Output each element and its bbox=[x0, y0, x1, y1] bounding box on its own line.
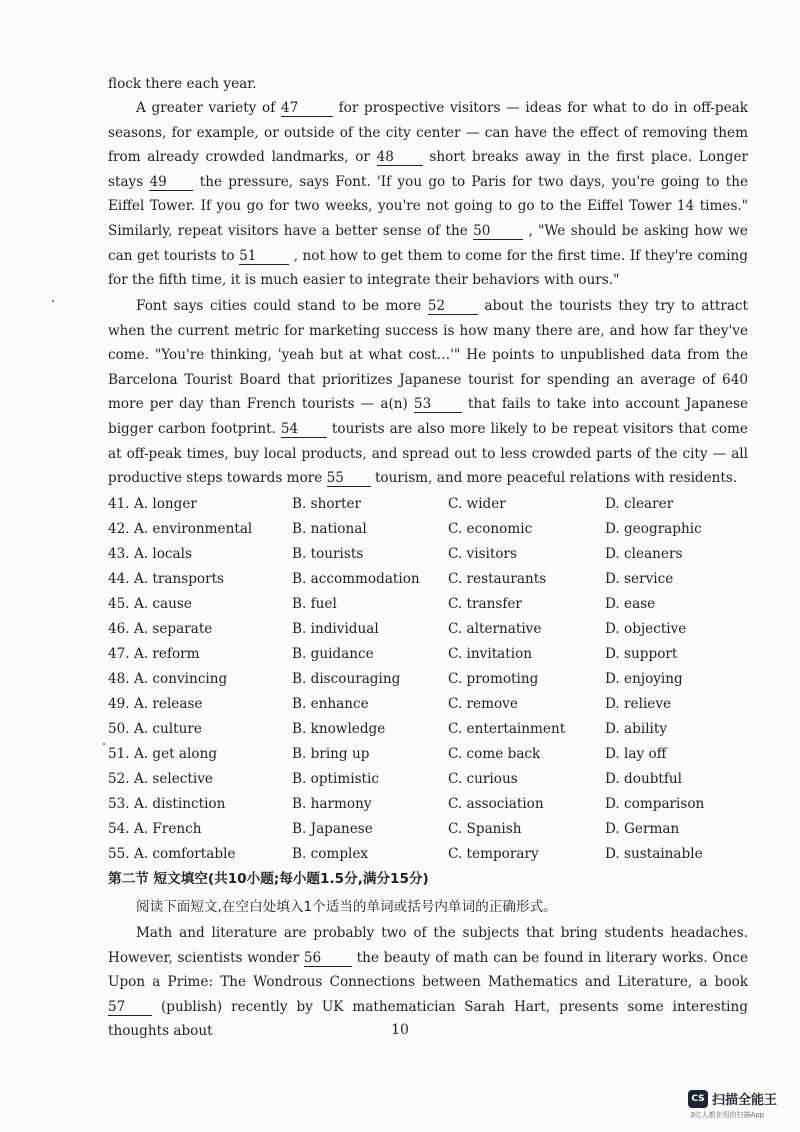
p2-text-2: about the tourists they try to attract when the current metric for marketing success is how many there are, and how far they've come. "You're thinking, 'yeah but at what cost…'" He points to unpublished data from the Barcelona Tourist Board that prioritizes Japanese tourist for spending an average of 640 more per day than French tourists — a(n) bbox=[108, 298, 749, 413]
p1-text-6: , not how to get them to come for the first time. If they're coming for the fifth time, it is much easier to integrate their behaviors with ours." bbox=[108, 247, 748, 289]
p1-text-3: short breaks away in the first place. Longer stays bbox=[108, 149, 748, 190]
option-row-46 bbox=[108, 617, 758, 642]
option-a: 55. A. comfortable bbox=[108, 846, 236, 862]
blank-51: 51 bbox=[239, 248, 289, 265]
blank-52: 52 bbox=[428, 298, 478, 315]
option-b: B. Japanese bbox=[292, 821, 373, 837]
blank-55: 55 bbox=[327, 470, 371, 487]
page-number: 10 bbox=[391, 1022, 409, 1038]
option-b: B. complex bbox=[292, 846, 369, 862]
blank-49: 49 bbox=[149, 174, 193, 191]
option-a: 48. A. convincing bbox=[108, 671, 228, 687]
option-b: B. optimistic bbox=[292, 771, 379, 787]
option-row-53 bbox=[108, 792, 758, 817]
p2-text-3: that fails to take into account Japanese bigger carbon footprint. bbox=[108, 396, 749, 437]
s2-text-2: the beauty of math can be found in literary works. Once Upon a Prime: The Wondrous Connections between Mathematics and Literature, a book bbox=[108, 949, 748, 991]
option-b: B. discouraging bbox=[292, 671, 401, 687]
option-c: C. restaurants bbox=[448, 571, 547, 587]
scanner-watermark bbox=[688, 1089, 777, 1108]
options-list bbox=[108, 492, 758, 867]
option-c: C. entertainment bbox=[448, 721, 566, 737]
option-a: 41. A. longer bbox=[108, 496, 197, 512]
option-b: B. accommodation bbox=[292, 571, 420, 587]
blank-53: 53 bbox=[414, 396, 462, 413]
option-d: D. support bbox=[605, 646, 678, 662]
option-row-54 bbox=[108, 817, 758, 842]
scan-speck bbox=[52, 300, 54, 302]
option-row-48 bbox=[108, 667, 758, 692]
option-row-44 bbox=[108, 567, 758, 592]
option-b: B. individual bbox=[292, 621, 379, 637]
option-a: 44. A. transports bbox=[108, 571, 225, 587]
option-d: D. doubtful bbox=[605, 771, 682, 787]
passage-top-line bbox=[108, 72, 748, 97]
option-b: B. national bbox=[292, 521, 367, 537]
option-b: B. tourists bbox=[292, 546, 364, 562]
option-row-49 bbox=[108, 692, 758, 717]
option-d: D. objective bbox=[605, 621, 687, 637]
blank-50: 50 bbox=[473, 223, 523, 240]
option-d: D. ease bbox=[605, 596, 656, 612]
p2-text-1: Font says cities could stand to be more bbox=[136, 298, 422, 314]
option-b: B. guidance bbox=[292, 646, 374, 662]
option-c: C. curious bbox=[448, 771, 518, 787]
option-d: D. cleaners bbox=[605, 546, 683, 562]
option-a: 52. A. selective bbox=[108, 771, 213, 787]
option-row-41 bbox=[108, 492, 758, 517]
p1-text-4: the pressure, says Font. 'If you go to Paris for two days, you're going to the Eiffel Tower. If you go for two weeks, you're not going to go to the Eiffel Tower 14 times." Similarly, repeat visitors have a better sense of the bbox=[108, 173, 749, 239]
option-b: B. enhance bbox=[292, 696, 369, 712]
option-row-51 bbox=[108, 742, 758, 767]
p1-text-5: , "We should be asking how we can get tourists to bbox=[108, 222, 748, 264]
option-c: C. temporary bbox=[448, 846, 539, 862]
option-c: C. association bbox=[448, 796, 544, 812]
p2-text-4: tourists are also more likely to be repeat visitors that come at off-peak times, buy local products, and spread out to less crowded parts of the city — all productive steps towards more bbox=[108, 420, 748, 487]
option-a: 47. A. reform bbox=[108, 646, 200, 662]
scanner-app-name: 扫描全能王 bbox=[712, 1093, 778, 1108]
option-d: D. sustainable bbox=[605, 846, 703, 862]
option-a: 53. A. distinction bbox=[108, 796, 226, 812]
s2-text-1: Math and literature are probably two of the subjects that bring students headaches. However, scientists wonder bbox=[108, 925, 748, 966]
option-row-55 bbox=[108, 842, 758, 867]
p1-text-1: A greater variety of bbox=[136, 100, 276, 116]
option-c: C. promoting bbox=[448, 671, 539, 687]
option-c: C. transfer bbox=[448, 596, 522, 612]
p2-text-5: tourism, and more peaceful relations with residents. bbox=[374, 470, 738, 487]
option-row-47 bbox=[108, 642, 758, 667]
option-d: D. ability bbox=[605, 721, 668, 737]
blank-48: 48 bbox=[377, 149, 423, 166]
option-d: D. geographic bbox=[605, 521, 702, 537]
option-b: B. fuel bbox=[292, 596, 337, 612]
option-d: D. clearer bbox=[605, 496, 674, 512]
option-row-42 bbox=[108, 517, 758, 542]
option-d: D. service bbox=[605, 571, 674, 587]
blank-47: 47 bbox=[281, 100, 333, 117]
option-row-45 bbox=[108, 592, 758, 617]
option-b: B. harmony bbox=[292, 796, 372, 812]
option-c: C. come back bbox=[448, 746, 541, 762]
blank-54: 54 bbox=[281, 421, 327, 438]
option-row-50 bbox=[108, 717, 758, 742]
option-a: 46. A. separate bbox=[108, 621, 213, 637]
option-c: C. invitation bbox=[448, 646, 533, 662]
passage-paragraph-2 bbox=[108, 294, 748, 491]
option-a: 42. A. environmental bbox=[108, 521, 253, 537]
option-c: C. Spanish bbox=[448, 821, 522, 837]
option-c: C. economic bbox=[448, 521, 533, 537]
option-d: D. enjoying bbox=[605, 671, 683, 687]
option-a: 43. A. locals bbox=[108, 546, 192, 562]
option-d: D. comparison bbox=[605, 796, 705, 812]
option-a: 50. A. culture bbox=[108, 721, 202, 737]
option-c: C. wider bbox=[448, 496, 506, 512]
s2-text-3: (publish) recently by UK mathematician Sarah Hart, presents some interesting thoughts about bbox=[108, 998, 748, 1040]
option-c: C. remove bbox=[448, 696, 518, 712]
option-row-43 bbox=[108, 542, 758, 567]
p1-text-2: for prospective visitors — ideas for what to do in off-peak seasons, for example, or outside of the city center — can have the effect of removing them from already crowded landmarks, or bbox=[108, 100, 748, 166]
option-c: C. alternative bbox=[448, 621, 542, 637]
scan-speck bbox=[103, 743, 105, 745]
option-b: B. knowledge bbox=[292, 721, 386, 737]
blank-57: 57 bbox=[108, 999, 152, 1016]
option-d: D. lay off bbox=[605, 746, 667, 762]
option-b: B. bring up bbox=[292, 746, 370, 762]
option-c: C. visitors bbox=[448, 546, 518, 562]
top-line-text: flock there each year. bbox=[108, 76, 257, 92]
option-b: B. shorter bbox=[292, 496, 362, 512]
scanner-logo-icon: CS bbox=[688, 1090, 708, 1108]
section-heading: 第二节 短文填空(共10小题;每小题1.5分,满分15分) bbox=[108, 871, 429, 887]
blank-56: 56 bbox=[304, 950, 352, 967]
option-row-52 bbox=[108, 767, 758, 792]
option-a: 54. A. French bbox=[108, 821, 202, 837]
scanner-tagline: 3亿人都在用的扫描App bbox=[690, 1111, 765, 1119]
option-a: 51. A. get along bbox=[108, 746, 218, 762]
passage-paragraph-1 bbox=[108, 96, 748, 293]
option-d: D. relieve bbox=[605, 696, 672, 712]
section-instruction: 阅读下面短文,在空白处填入1个适当的单词或括号内单词的正确形式。 bbox=[136, 899, 557, 915]
option-a: 45. A. cause bbox=[108, 596, 192, 612]
option-a: 49. A. release bbox=[108, 696, 203, 712]
option-d: D. German bbox=[605, 821, 680, 837]
